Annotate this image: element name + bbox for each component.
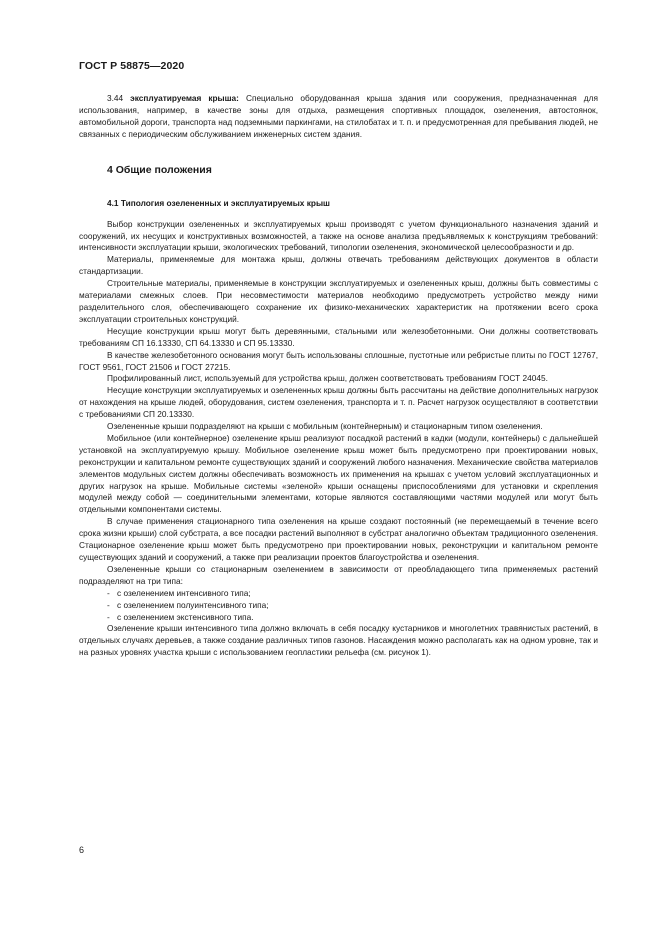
document-header: ГОСТ Р 58875—2020 — [79, 60, 185, 72]
document-body — [79, 93, 598, 659]
paragraph: Озелененные крыши подразделяют на крыши с мобильным (контейнерным) и стационарным типом озеленения. — [107, 421, 543, 432]
term-name: эксплуатируемая крыша: — [130, 93, 239, 103]
term-text: Специально оборудованная крыша здания или сооружения, предназначенная для использования, например, в качестве зоны для отдыха, размещения спортивных площадок, озеленения, автостоянок, автомобильной дороги, транспорта над подземными паркингами, на стилобатах и т. п. и предусмотренная для пребывания людей, не связанных с периодическим обслуживанием инженерных систем здания. — [79, 93, 598, 139]
paragraph: Мобильное (или контейнерное) озеленение крыш реализуют посадкой растений в кадки (модули, контейнеры) с дальнейшей установкой на эксплуатируемую крышу. Мобильное озеленение крыш может быть предусмотрено при проектировании новых, реконструкции и капитальном ремонте существующих зданий и сооружений любого назначения. Механические свойства материалов элементов модульных систем должны обеспечивать возможность их применения на крышах с учетом условий эксплуатационных и других нагрузок на крыше. Мобильные системы «зеленой» крыши оснащены приспособлениями для установки и скрепления модулей между собой — соединительными элементами, которые являются составляющими частями модулей или могут быть отдельными компонентами системы. — [79, 432, 598, 515]
paragraph: Материалы, применяемые для монтажа крыш, должны отвечать требованиям действующих документов в области стандартизации. — [79, 254, 598, 277]
paragraph: Строительные материалы, применяемые в конструкции эксплуатируемых и озелененных крыш, должны быть совместимы с материалами смежных слоев. При несовместимости материалов необходимо предусмотреть устройство между ними разделительного слоя, обеспечивающего сохранение их физико-механических характеристик на протяжении всего срока эксплуатации строительных конструкций. — [79, 278, 598, 324]
subsection-heading: 4.1 Типология озелененных и эксплуатируемых крыш — [107, 197, 330, 208]
paragraph: В качестве железобетонного основания могут быть использованы сплошные, пустотные или ребристые плиты по ГОСТ 12767, ГОСТ 9561, ГОСТ 21506 и ГОСТ 27215. — [79, 349, 598, 372]
list-marker: - — [107, 587, 110, 598]
list-item — [107, 612, 598, 624]
paragraph: Профилированный лист, используемый для устройства крыш, должен соответствовать требованиям ГОСТ 24045. — [107, 373, 548, 384]
list-item-text: с озеленением полуинтенсивного типа; — [117, 599, 269, 610]
section-heading: 4 Общие положения — [107, 163, 212, 176]
page-number: 6 — [79, 845, 85, 855]
paragraph: Выбор конструкции озелененных и эксплуатируемых крыш производят с учетом функционального назначения зданий и сооружений, их несущих и конструктивных возможностей, а также на основе анализа предъявляемых к конструкциям требований: интенсивности эксплуатации крыши, экологических требований, типологии озеленения, экономической целесообразности и др. — [79, 218, 598, 253]
list-item-text: с озеленением интенсивного типа; — [117, 587, 251, 598]
list-item — [107, 600, 598, 612]
paragraph: Озеленение крыши интенсивного типа должно включать в себя посадку кустарников и многолетних травянистых растений, в отдельных случаях деревьев, а также создание различных типов газонов. Насаждения можно располагать как на одном уровне, так и на разных уровнях участка крыши с использованием геопластики рельефа (см. рисунок 1). — [79, 623, 598, 658]
list-marker: - — [107, 611, 110, 622]
paragraph: В случае применения стационарного типа озеленения на крыше создают постоянный (не перемещаемый в течение всего срока жизни крыши) слой субстрата, а все посадки растений выполняют в субстрат аналогично объектам традиционного озеленения. Стационарное озеленение крыш может быть предусмотрено при проектировании новых, реконструкции и капитальном ремонте существующих зданий и сооружений, а также при реализации проектов благоустройства и озеленения. — [79, 516, 598, 562]
paragraph: Озелененные крыши со стационарным озеленением в зависимости от преобладающего типа применяемых растений подразделяют на три типа: — [79, 563, 598, 586]
paragraph: Несущие конструкции крыш могут быть деревянными, стальными или железобетонными. Они должны соответствовать требованиям СП 16.13330, СП 64.13330 и СП 95.13330. — [79, 325, 598, 348]
paragraph: Несущие конструкции эксплуатируемых и озелененных крыш должны быть рассчитаны на действие дополнительных нагрузок от нахождения на крыше людей, оборудования, систем озеленения, транспорта и т. п. Расчет нагрузок осуществляют в соответствии с требованиями СП 20.13330. — [79, 385, 598, 420]
term-number: 3.44 — [107, 93, 124, 103]
list-marker: - — [107, 599, 110, 610]
list-item — [107, 588, 598, 600]
list-item-text: с озеленением экстенсивного типа. — [117, 611, 254, 622]
term-definition — [79, 93, 598, 141]
